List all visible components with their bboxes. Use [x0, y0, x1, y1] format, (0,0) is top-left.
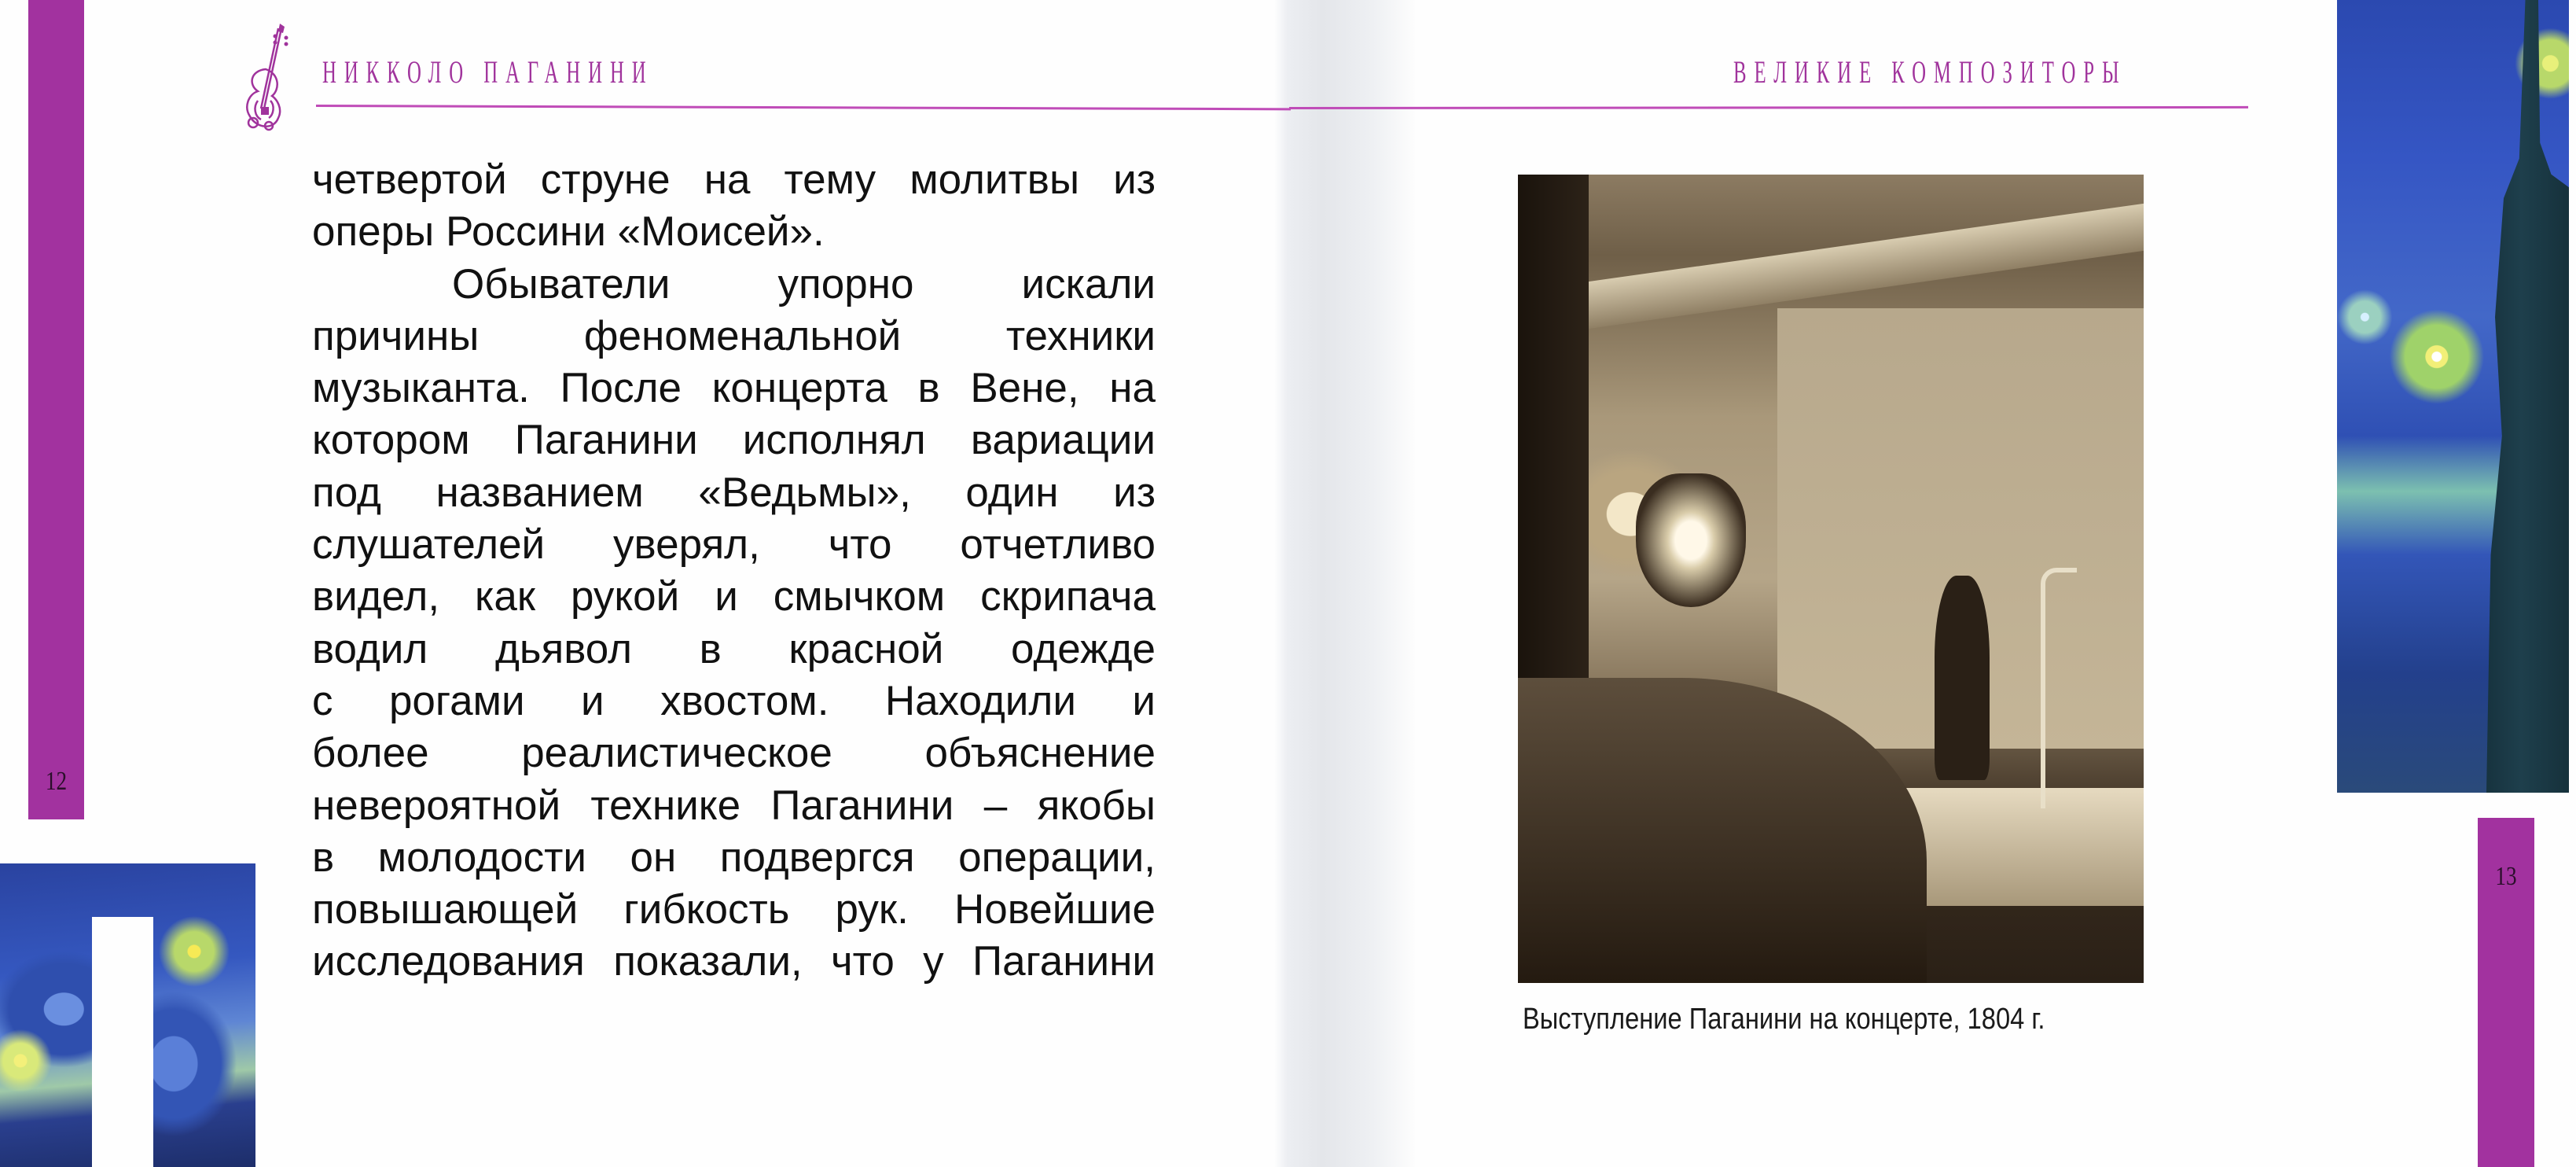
running-head-right: ВЕЛИКИЕ КОМПОЗИТОРЫ	[1733, 54, 2127, 90]
page-number-left: 12	[45, 767, 68, 796]
text-line: невероятной технике Паганини – якобы	[312, 782, 1156, 829]
figure-caption: Выступление Паганини на концерте, 1804 г.	[1523, 1003, 2045, 1036]
text-line: причины феноменальной техники	[312, 312, 1156, 359]
performer-figure	[1935, 576, 1990, 780]
page-number-right: 13	[2495, 862, 2517, 891]
harp	[2041, 568, 2077, 808]
book-spine-gutter	[1273, 0, 1415, 1167]
text-line: оперы Россини «Моисей».	[312, 208, 825, 256]
concert-illustration	[1518, 175, 2144, 983]
text-line: четвертой струне на тему молитвы из	[312, 156, 1156, 203]
painting-notch-cutout	[92, 917, 153, 1167]
body-text	[312, 154, 1156, 988]
text-line: котором Паганини исполнял вариации	[312, 417, 1156, 464]
starry-night-painting-left	[0, 863, 255, 1167]
text-line: более реалистическое объяснение	[312, 730, 1156, 777]
chandelier	[1636, 473, 1746, 607]
text-line: музыканта. После концерта в Вене, на	[312, 365, 1156, 412]
text-line: под названием «Ведьмы», один из	[312, 469, 1156, 516]
text-line: Обыватели упорно искали	[452, 260, 1156, 307]
right-page-purple-bar	[2478, 818, 2534, 1167]
left-page-purple-bar	[28, 0, 84, 819]
cypress-tree	[2486, 0, 2569, 793]
text-line: с рогами и хвостом. Находили и	[312, 677, 1156, 724]
running-head-left: НИККОЛО ПАГАНИНИ	[322, 54, 654, 90]
text-line: в молодости он подвергся операции,	[312, 834, 1156, 881]
text-line: повышающей гибкость рук. Новейшие	[312, 886, 1156, 933]
text-line: водил дьявол в красной одежде	[312, 625, 1156, 672]
starry-night-painting-right	[2337, 0, 2569, 793]
text-line: слушателей уверял, что отчетливо	[312, 521, 1156, 569]
header-rule-right	[1289, 106, 2248, 109]
text-line: видел, как рукой и смычком скрипача	[312, 573, 1156, 620]
violin-icon	[234, 22, 297, 140]
text-line: исследования показали, что у Паганини	[312, 938, 1156, 985]
header-rule-left	[316, 105, 1291, 110]
